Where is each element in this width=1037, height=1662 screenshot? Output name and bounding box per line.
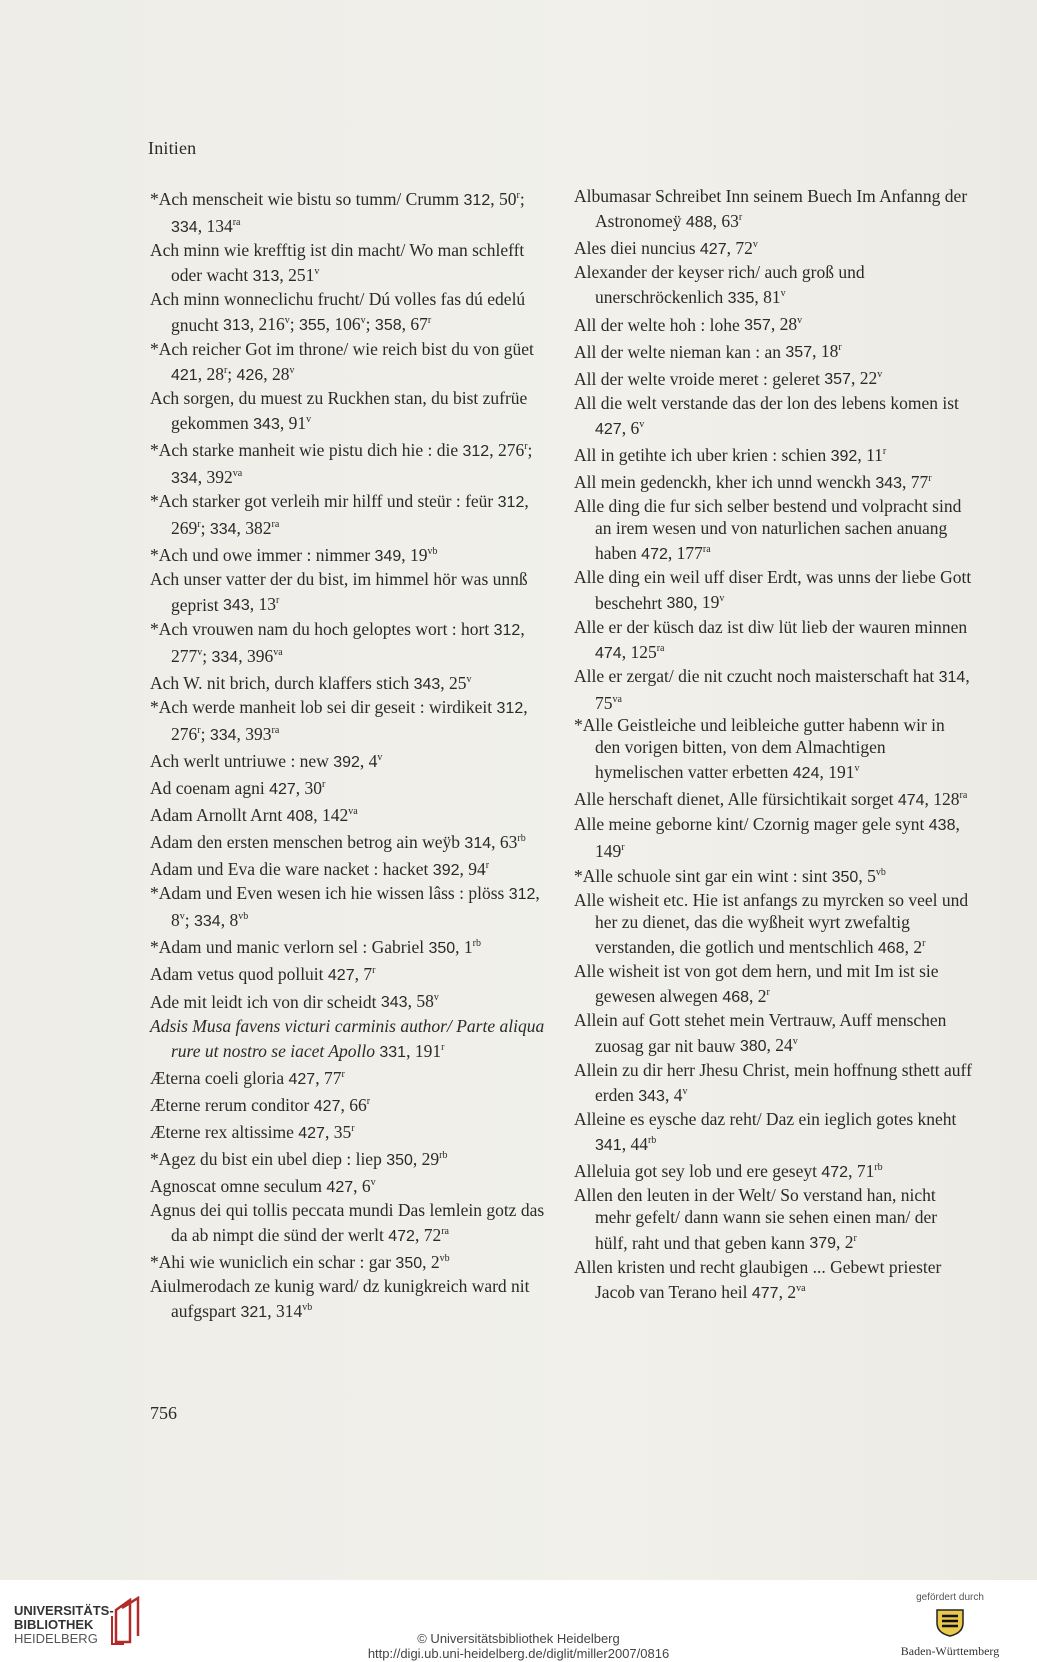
index-entry: Agnoscat omne seculum 427, 6$^v$ [150, 1175, 376, 1196]
entry-reference: 357, 18$^r$ [785, 341, 842, 362]
index-entry: Allen kristen und recht glaubigen ... Gebewt priester Jacob van Terano heil 477, $2^{va}$ [574, 1256, 942, 1302]
index-entry: All der welte hoh : lohe 357, 28$^v$ [574, 314, 803, 335]
entry-reference: 343, 4$^v$ [638, 1084, 688, 1105]
entry-reference: 312, 276$^r$; 334, $392^{va}$ [171, 439, 533, 487]
entry-reference: 343, 25$^v$ [413, 672, 472, 693]
index-entry: *Alle Geistleiche und leibleiche gutter habenn wir in den vorigen bitten, von dem Almachtigen hymelischen vatter erbetten 424, 191$^v$ [574, 715, 945, 783]
index-entry: *Ach starker got verleih mir hilff und steür : feür 312, 269$^r$; 334, $382^{ra}$ [150, 491, 529, 539]
entry-reference: 472, $71^{rb}$ [821, 1160, 883, 1181]
index-entry: *Ach und owe immer : nimmer 349, $19^{vb}$ [150, 545, 438, 566]
index-entry: Aiulmerodach ze kunig ward/ dz kunigkreich ward nit aufgspart 321, $314^{vb}$ [150, 1276, 530, 1322]
entry-reference: 472, $177^{ra}$ [641, 543, 711, 564]
index-entry: Allein auf Gott stehet mein Vertrauw, Auff menschen zuosag gar nit bauw 380, 24$^v$ [574, 1010, 947, 1056]
entry-reference: 331, 191$^r$ [379, 1040, 445, 1061]
entry-reference: 314, $75^{va}$ [595, 665, 970, 713]
entry-reference: 312, 269$^r$; 334, $382^{ra}$ [171, 491, 529, 539]
entry-reference: 350, $1^{rb}$ [428, 937, 482, 958]
index-entry: Æterne rerum conditor 427, 66$^r$ [150, 1094, 371, 1115]
index-entry: Ach werlt untriuwe : new 392, 4$^v$ [150, 750, 383, 771]
entry-reference: 380, 24$^v$ [739, 1035, 798, 1056]
entry-reference: 472, $72^{ra}$ [388, 1224, 449, 1245]
copyright-text: © Universitätsbibliothek Heidelberg [417, 1631, 620, 1646]
entry-reference: 427, 30$^r$ [269, 777, 326, 798]
index-entry: Agnus dei qui tollis peccata mundi Das lemlein gotz das da ab nimpt die sünd der werlt 472, $72^{ra}$ [150, 1199, 545, 1245]
entry-reference: 379, 2$^r$ [809, 1232, 857, 1253]
entry-reference: 357, 28$^v$ [744, 314, 803, 335]
entry-reference: 427, 7$^r$ [327, 964, 376, 985]
library-line-3: HEIDELBERG [14, 1631, 98, 1646]
page-number: 756 [150, 1403, 177, 1423]
index-entry: All in getihte ich uber krien : schien 392, 11$^r$ [574, 444, 887, 465]
copyright-notice [0, 1631, 1037, 1661]
entry-reference: 474, $128^{ra}$ [897, 789, 968, 810]
entry-reference: 341, $44^{rb}$ [595, 1133, 657, 1154]
index-entry: Ach minn wie krefftig ist din macht/ Wo man schlefft oder wacht 313, 251$^v$ [150, 240, 525, 286]
funding-notice [895, 1592, 1005, 1659]
index-entry: Ade mit leidt ich von dir scheidt 343, 58$^v$ [150, 991, 439, 1012]
entry-reference: 427, 72$^v$ [699, 238, 758, 259]
entry-reference: 349, $19^{vb}$ [374, 545, 438, 566]
entry-reference: 335, 81$^v$ [727, 287, 786, 308]
entry-reference: 392, 94$^r$ [432, 859, 490, 880]
index-entry: Adam Arnollt Arnt 408, $142^{va}$ [150, 804, 358, 825]
index-entry: Alle er zergat/ die nit czucht noch maisterschaft hat 314, $75^{va}$ [574, 665, 970, 713]
right-column [574, 185, 974, 1305]
entry-reference: 488, 63$^r$ [685, 211, 743, 232]
entry-reference: 313, 251$^v$ [252, 265, 320, 286]
index-entry: All der welte nieman kan : an 357, 18$^r$ [574, 341, 842, 362]
entry-reference: 312, 277$^v$; 334, $396^{va}$ [171, 618, 525, 666]
index-entry: All mein gedenckh, kher ich unnd wenckh 343, 77$^r$ [574, 471, 932, 492]
entry-reference: 427, 66$^r$ [313, 1094, 371, 1115]
index-entry: *Ahi wie wuniclich ein schar : gar 350, $2^{vb}$ [150, 1252, 450, 1272]
index-entry: Adam vetus quod polluit 427, 7$^r$ [150, 964, 376, 985]
entry-reference: 357, 22$^v$ [824, 368, 883, 389]
index-entry: Ad coenam agni 427, 30$^r$ [150, 777, 326, 798]
entry-reference: 350, $29^{rb}$ [386, 1148, 448, 1169]
index-entry: *Alle schuole sint gar ein wint : sint 350, $5^{vb}$ [574, 865, 886, 886]
index-entry: *Adam und Even wesen ich hie wissen lâss : plöss 312, 8$^v$; 334, $8^{vb}$ [150, 883, 540, 931]
entry-reference: 312, 50$^r$; 334, $134^{ra}$ [171, 188, 525, 236]
entry-reference: 313, 216$^v$; 355, 106$^v$; 358, 67$^r$ [223, 314, 432, 335]
entry-reference: 350, $2^{vb}$ [395, 1252, 450, 1272]
index-entry: Alleluia got sey lob und ere geseyt 472, $71^{rb}$ [574, 1160, 883, 1181]
index-entry: Ach unser vatter der du bist, im himmel hör was unnß geprist 343, 13$^r$ [150, 569, 528, 615]
entry-reference: 408, $142^{va}$ [286, 804, 358, 825]
entry-reference: 343, 58$^v$ [380, 991, 439, 1012]
entry-reference: 343, 91$^v$ [253, 412, 312, 433]
library-line-2: BIBLIOTHEK [14, 1617, 94, 1632]
index-entry: Alle ding die fur sich selber bestend und volpracht sind an irem wesen und von naturlichen sachen anuang haben 472, $177^{ra}$ [574, 495, 962, 564]
funded-by-label: gefördert durch [916, 1592, 984, 1603]
entry-reference: 427, 77$^r$ [288, 1067, 345, 1088]
index-entry: *Agez du bist ein ubel diep : liep 350, $29^{rb}$ [150, 1148, 448, 1169]
entry-reference: 477, $2^{va}$ [751, 1281, 806, 1302]
entry-reference: 314, $63^{rb}$ [464, 831, 526, 852]
library-line-1: UNIVERSITÄTS- [14, 1603, 114, 1618]
index-entry: Alle wisheit ist von got dem hern, und mit Im ist sie gewesen alwegen 468, 2$^r$ [574, 961, 939, 1007]
footer-bar [0, 1580, 1037, 1662]
index-entry: Alleine es eysche daz reht/ Daz ein ieglich gotes kneht 341, $44^{rb}$ [574, 1108, 957, 1154]
entry-reference: 380, 19$^v$ [666, 592, 725, 613]
entry-reference: 421, 28$^r$; 426, 28$^v$ [171, 363, 295, 384]
index-entry: Æterna coeli gloria 427, 77$^r$ [150, 1067, 345, 1088]
entry-reference: 438, 149$^r$ [595, 813, 960, 861]
index-entry: Alle meine geborne kint/ Czornig mager gele synt 438, 149$^r$ [574, 813, 960, 861]
index-entry: Adam und Eva die ware nacket : hacket 392, 94$^r$ [150, 859, 490, 880]
index-entry: *Adam und manic verlorn sel : Gabriel 350, $1^{rb}$ [150, 937, 482, 958]
index-entry: Albumasar Schreibet Inn seinem Buech Im Anfanng der Astronomeÿ 488, 63$^r$ [574, 186, 968, 232]
index-entry: All der welte vroide meret : geleret 357, 22$^v$ [574, 368, 883, 389]
entry-reference: 468, 2$^r$ [877, 937, 926, 957]
index-entry: Ach minn wonneclichu frucht/ Dú volles fas dú edelú gnucht 313, 216$^v$; 355, 106$^v$; 358, 67$^r$ [150, 289, 526, 335]
index-entry: Adam den ersten menschen betrog ain weÿb 314, $63^{rb}$ [150, 831, 526, 852]
index-entry: Æterne rex altissime 427, 35$^r$ [150, 1121, 355, 1142]
index-entry: *Ach werde manheit lob sei dir geseit : wirdikeit 312, 276$^r$; 334, $393^{ra}$ [150, 696, 528, 744]
entry-reference: 427, 6$^v$ [326, 1175, 376, 1196]
index-entry: Alle ding ein weil uff diser Erdt, was unns der liebe Gott beschehrt 380, 19$^v$ [574, 567, 972, 613]
index-entry: All die welt verstande das der lon des lebens komen ist 427, 6$^v$ [574, 392, 959, 438]
index-entry: *Ach vrouwen nam du hoch geloptes wort : hort 312, 277$^v$; 334, $396^{va}$ [150, 618, 525, 666]
source-url-link[interactable]: http://digi.ub.uni-heidelberg.de/diglit/miller2007/0816 [367, 1646, 670, 1661]
entry-reference: 343, 77$^r$ [875, 471, 932, 492]
index-entry: Allen den leuten in der Welt/ So verstand han, nicht mehr gefelt/ dann wann sie sehen einen man/ der hülf, raht und that geben kann 379, 2$^r$ [574, 1185, 938, 1253]
index-entry: Alexander der keyser rich/ auch groß und unerschröckenlich 335, 81$^v$ [574, 262, 865, 308]
index-entry: Ales diei nuncius 427, 72$^v$ [574, 238, 758, 259]
entry-reference: 350, $5^{vb}$ [831, 865, 886, 886]
entry-reference: 427, 6$^v$ [595, 417, 645, 438]
coat-of-arms-icon [933, 1607, 967, 1637]
index-entry: Alle er der küsch daz ist diw lüt lieb der wauren minnen 474, $125^{ra}$ [574, 616, 968, 662]
page-header: Initien [148, 138, 197, 158]
state-name: Baden-Württemberg [900, 1644, 1000, 1658]
entry-reference: 474, $125^{ra}$ [595, 641, 665, 662]
index-entry: Alle herschaft dienet, Alle fürsichtikait sorget 474, $128^{ra}$ [574, 789, 968, 810]
entry-reference: 392, 11$^r$ [830, 444, 887, 465]
entry-reference: 424, 191$^v$ [792, 762, 860, 783]
entry-reference: 312, 276$^r$; 334, $393^{ra}$ [171, 696, 528, 744]
index-entry: *Ach reicher Got im throne/ wie reich bist du von güet 421, 28$^r$; 426, 28$^v$ [150, 338, 534, 384]
left-column [150, 185, 545, 1324]
entry-reference: 427, 35$^r$ [298, 1121, 355, 1142]
index-entry: Ach W. nit brich, durch klaffers stich 343, 25$^v$ [150, 672, 472, 693]
entry-reference: 312, 8$^v$; 334, $8^{vb}$ [171, 883, 540, 931]
entry-reference: 343, 13$^r$ [223, 594, 280, 615]
index-entry: Allein zu dir herr Jhesu Christ, mein hoffnung sthett auff erden 343, 4$^v$ [574, 1059, 972, 1105]
index-entry: Ach sorgen, du muest zu Ruckhen stan, du bist zufrüe gekommen 343, 91$^v$ [150, 387, 528, 433]
index-entry: *Ach menscheit wie bistu so tumm/ Crumm 312, 50$^r$; 334, $134^{ra}$ [150, 188, 525, 236]
index-entry: Alle wisheit etc. Hie ist anfangs zu myrcken so veel und her zu dienet, das die wyßheit wyrt zwefaltig verstanden, die gotlich und mentschlich 468, 2$^r$ [574, 889, 969, 957]
index-entry: Adsis Musa favens victuri carminis author/ Parte aliqua rure ut nostro se iacet Apollo 331, 191$^r$ [150, 1015, 545, 1061]
entry-reference: 468, 2$^r$ [722, 986, 770, 1007]
entry-reference: 321, $314^{vb}$ [240, 1301, 313, 1322]
index-entry: *Ach starke manheit wie pistu dich hie : die 312, 276$^r$; 334, $392^{va}$ [150, 439, 533, 487]
entry-reference: 392, 4$^v$ [333, 750, 383, 771]
